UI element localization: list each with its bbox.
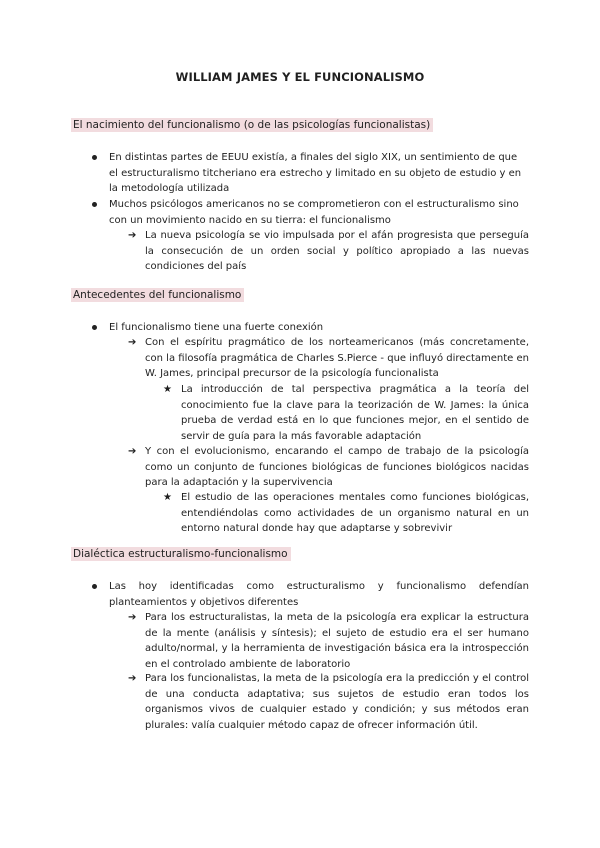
star-icon: ★ bbox=[163, 492, 172, 503]
page-title: WILLIAM JAMES Y EL FUNCIONALISMO bbox=[175, 70, 425, 84]
list-item: Con el espíritu pragmático de los norteamericanos (más concretamente, con la filosofía pragmática de Charles S.Pierce - que influyó directamente en W. James, principal precursor de la psicología funcionalista bbox=[145, 337, 529, 379]
arrow-icon: ➔ bbox=[128, 446, 137, 457]
list-item: Para los funcionalistas, la meta de la psicología era la predicción y el control de una conducta adaptativa; sus sujetos de estudio eran todos los organismos vivos de cualquier estado y condición; y sus métodos eran plurales: valía cualquier método capaz de ofrecer información útil. bbox=[145, 673, 529, 731]
arrow-icon: ➔ bbox=[128, 673, 137, 684]
arrow-icon: ➔ bbox=[128, 612, 137, 623]
list-item: Y con el evolucionismo, encarando el campo de trabajo de la psicología como un conjunto de funciones biológicas de funciones biológicos nacidas para la adaptación y la supervivencia bbox=[145, 446, 529, 488]
section-heading-nacimiento: El nacimiento del funcionalismo (o de las psicologías funcionalistas) bbox=[71, 118, 433, 132]
bullet-dot-icon bbox=[92, 320, 97, 330]
bullet-dot-icon bbox=[92, 579, 97, 589]
arrow-icon: ➔ bbox=[128, 230, 137, 241]
list-item: La nueva psicología se vio impulsada por el afán progresista que perseguía la consecución de un orden social y político apropiado a las nuevas condiciones del país bbox=[145, 230, 529, 272]
list-item: Muchos psicólogos americanos no se comprometieron con el estructuralismo sino con un movimiento nacido en su tierra: el funcionalismo bbox=[109, 199, 519, 226]
list-item: En distintas partes de EEUU existía, a finales del siglo XIX, un sentimiento de que el estructuralismo titcheriano era estrecho y limitado en su objeto de estudio y en la metodología utilizada bbox=[109, 152, 522, 194]
bullet-dot-icon bbox=[92, 150, 97, 160]
list-item: La introducción de tal perspectiva pragmática a la teoría del conocimiento fue la clave para la teorización de W. James: la única prueba de verdad está en lo que funciones mejor, en el sentido de servir de guía para la más favorable adaptación bbox=[181, 384, 529, 442]
bullet-dot-icon bbox=[92, 197, 97, 207]
list-item: El estudio de las operaciones mentales como funciones biológicas, entendiéndolas como actividades de un organismo natural en un entorno natural donde hay que adaptarse y sobrevivir bbox=[181, 492, 529, 534]
section-heading-dialectica: Dialéctica estructuralismo-funcionalismo bbox=[71, 547, 291, 561]
star-icon: ★ bbox=[163, 384, 172, 395]
list-item: Para los estructuralistas, la meta de la psicología era explicar la estructura de la mente (análisis y síntesis); el sujeto de estudio era el ser humano adulto/normal, y la herramienta de investigación básica era la introspección en el controlado ambiente de laboratorio bbox=[145, 612, 529, 670]
list-item: El funcionalismo tiene una fuerte conexión bbox=[109, 322, 324, 333]
arrow-icon: ➔ bbox=[128, 337, 137, 348]
section-heading-antecedentes: Antecedentes del funcionalismo bbox=[71, 288, 244, 302]
list-item: Las hoy identificadas como estructuralismo y funcionalismo defendían planteamientos y objetivos diferentes bbox=[109, 581, 529, 608]
